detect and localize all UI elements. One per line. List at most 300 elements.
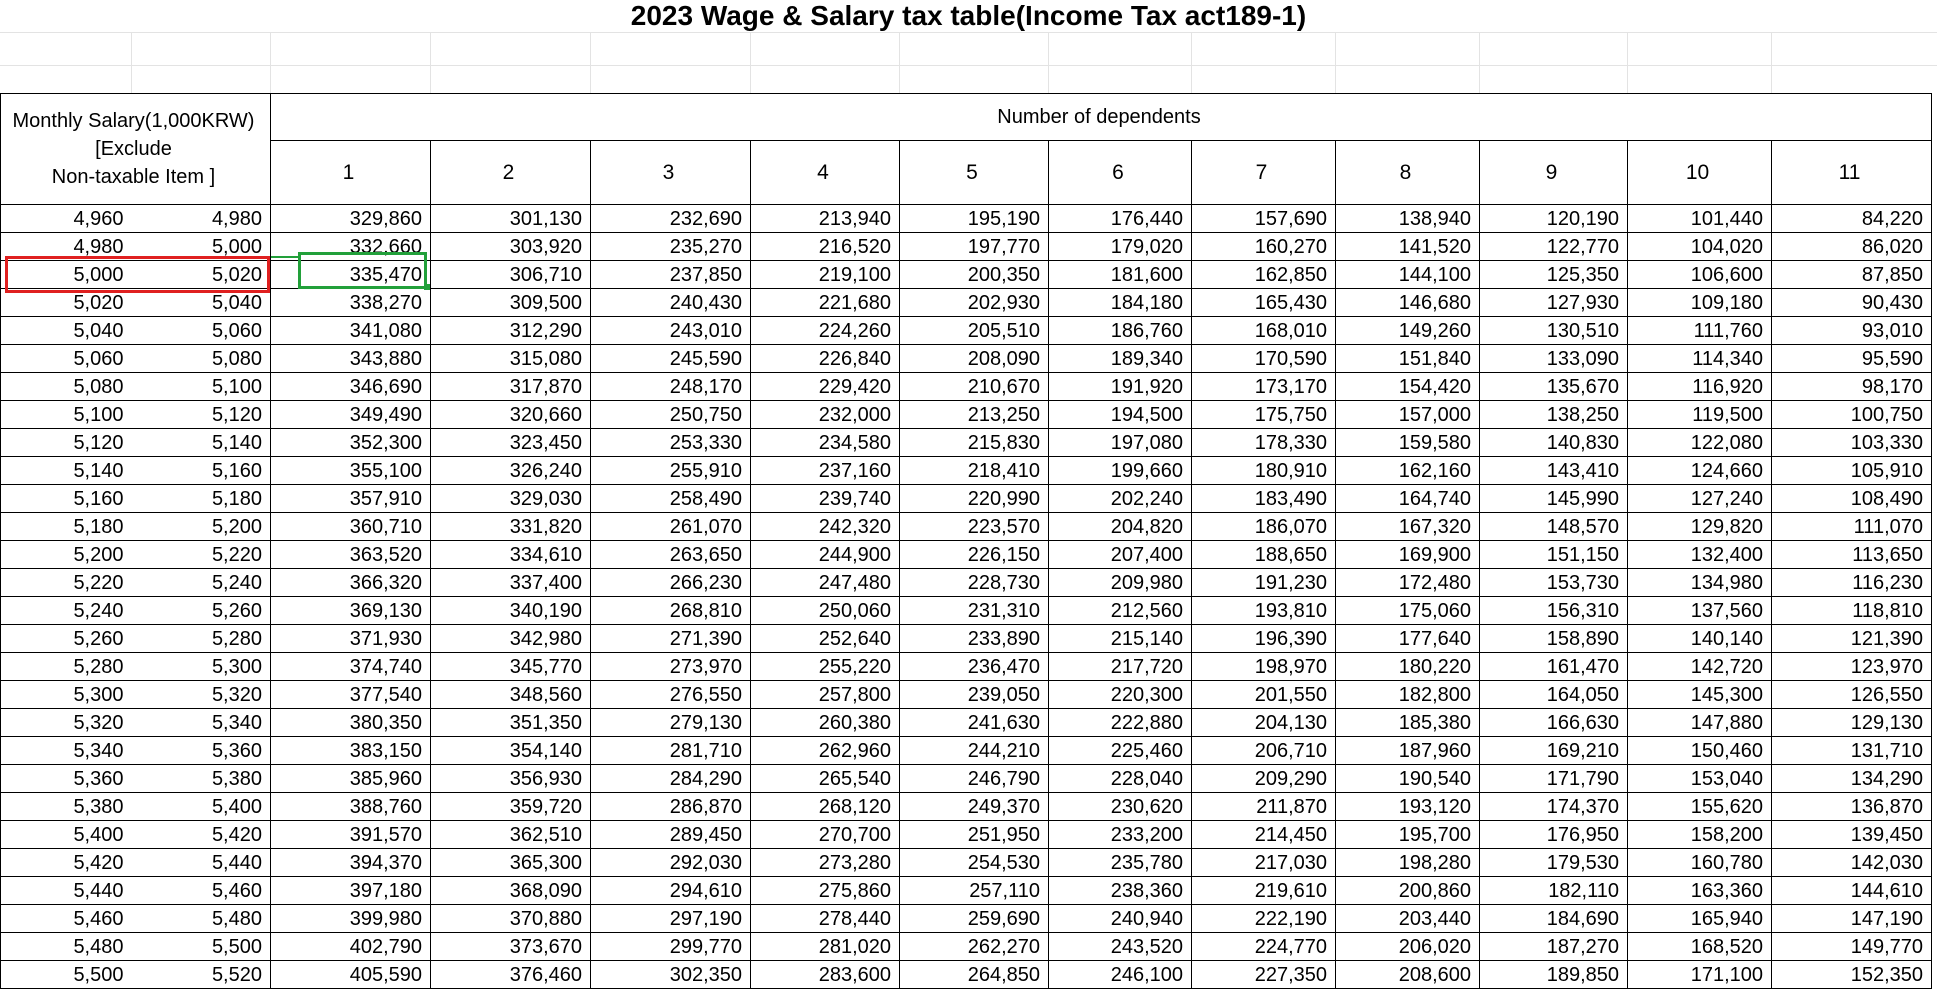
tax-cell[interactable]: 380,350	[271, 709, 431, 737]
tax-cell[interactable]: 218,410	[900, 457, 1049, 485]
tax-cell[interactable]: 208,600	[1336, 961, 1480, 989]
dependents-header-11[interactable]: 11	[1772, 141, 1932, 205]
tax-cell[interactable]: 127,240	[1628, 485, 1772, 513]
tax-cell[interactable]: 199,660	[1049, 457, 1192, 485]
tax-cell[interactable]: 87,850	[1772, 261, 1932, 289]
tax-cell[interactable]: 301,130	[431, 205, 591, 233]
tax-cell[interactable]: 228,730	[900, 569, 1049, 597]
tax-cell[interactable]: 253,330	[591, 429, 751, 457]
tax-cell[interactable]: 184,690	[1480, 905, 1628, 933]
tax-cell[interactable]: 225,460	[1049, 737, 1192, 765]
salary-to-cell[interactable]: 5,320	[132, 681, 271, 709]
tax-cell[interactable]: 109,180	[1628, 289, 1772, 317]
tax-cell[interactable]: 227,350	[1192, 961, 1336, 989]
tax-cell[interactable]: 242,320	[751, 513, 900, 541]
tax-cell[interactable]: 371,930	[271, 625, 431, 653]
tax-cell[interactable]: 210,670	[900, 373, 1049, 401]
tax-cell[interactable]: 249,370	[900, 793, 1049, 821]
tax-cell[interactable]: 278,440	[751, 905, 900, 933]
tax-cell[interactable]: 201,550	[1192, 681, 1336, 709]
tax-cell[interactable]: 122,080	[1628, 429, 1772, 457]
tax-cell[interactable]: 148,570	[1480, 513, 1628, 541]
tax-cell[interactable]: 306,710	[431, 261, 591, 289]
tax-cell[interactable]: 84,220	[1772, 205, 1932, 233]
tax-cell[interactable]: 356,930	[431, 765, 591, 793]
tax-cell[interactable]: 125,350	[1480, 261, 1628, 289]
tax-cell[interactable]: 175,060	[1336, 597, 1480, 625]
salary-to-cell[interactable]: 5,200	[132, 513, 271, 541]
salary-from-cell[interactable]: 5,120	[1, 429, 132, 457]
tax-cell[interactable]: 139,450	[1772, 821, 1932, 849]
tax-cell[interactable]: 223,570	[900, 513, 1049, 541]
salary-from-cell[interactable]: 5,200	[1, 541, 132, 569]
salary-from-cell[interactable]: 5,220	[1, 569, 132, 597]
salary-from-cell[interactable]: 5,040	[1, 317, 132, 345]
tax-cell[interactable]: 100,750	[1772, 401, 1932, 429]
tax-cell[interactable]: 351,350	[431, 709, 591, 737]
salary-from-cell[interactable]: 5,000	[1, 261, 132, 289]
tax-cell[interactable]: 176,950	[1480, 821, 1628, 849]
tax-cell[interactable]: 177,640	[1336, 625, 1480, 653]
tax-cell[interactable]: 202,930	[900, 289, 1049, 317]
salary-header-cell[interactable]	[1, 94, 271, 205]
tax-cell[interactable]: 142,030	[1772, 849, 1932, 877]
tax-cell[interactable]: 124,660	[1628, 457, 1772, 485]
dependents-header-3[interactable]: 3	[591, 141, 751, 205]
tax-cell[interactable]: 188,650	[1192, 541, 1336, 569]
tax-cell[interactable]: 151,840	[1336, 345, 1480, 373]
tax-cell[interactable]: 281,020	[751, 933, 900, 961]
tax-cell[interactable]: 340,190	[431, 597, 591, 625]
tax-cell[interactable]: 160,270	[1192, 233, 1336, 261]
tax-cell[interactable]: 104,020	[1628, 233, 1772, 261]
dependents-header-6[interactable]: 6	[1049, 141, 1192, 205]
salary-to-cell[interactable]: 5,500	[132, 933, 271, 961]
tax-cell[interactable]: 157,690	[1192, 205, 1336, 233]
tax-cell[interactable]: 86,020	[1772, 233, 1932, 261]
tax-cell[interactable]: 317,870	[431, 373, 591, 401]
tax-cell[interactable]: 232,690	[591, 205, 751, 233]
tax-cell[interactable]: 399,980	[271, 905, 431, 933]
tax-cell[interactable]: 235,780	[1049, 849, 1192, 877]
salary-to-cell[interactable]: 5,380	[132, 765, 271, 793]
tax-cell[interactable]: 200,350	[900, 261, 1049, 289]
tax-cell[interactable]: 191,920	[1049, 373, 1192, 401]
tax-cell[interactable]: 268,120	[751, 793, 900, 821]
tax-cell[interactable]: 370,880	[431, 905, 591, 933]
tax-cell[interactable]: 162,850	[1192, 261, 1336, 289]
tax-cell[interactable]: 402,790	[271, 933, 431, 961]
tax-cell[interactable]: 244,900	[751, 541, 900, 569]
tax-cell[interactable]: 200,860	[1336, 877, 1480, 905]
tax-cell[interactable]: 140,140	[1628, 625, 1772, 653]
tax-cell[interactable]: 266,230	[591, 569, 751, 597]
tax-cell[interactable]: 169,210	[1480, 737, 1628, 765]
tax-cell[interactable]: 106,600	[1628, 261, 1772, 289]
tax-cell[interactable]: 329,030	[431, 485, 591, 513]
tax-cell[interactable]: 114,340	[1628, 345, 1772, 373]
tax-cell[interactable]: 263,650	[591, 541, 751, 569]
tax-cell[interactable]: 224,770	[1192, 933, 1336, 961]
tax-cell[interactable]: 202,240	[1049, 485, 1192, 513]
tax-cell[interactable]: 312,290	[431, 317, 591, 345]
tax-cell[interactable]: 120,190	[1480, 205, 1628, 233]
tax-cell[interactable]: 194,500	[1049, 401, 1192, 429]
salary-from-cell[interactable]: 5,320	[1, 709, 132, 737]
tax-cell[interactable]: 164,740	[1336, 485, 1480, 513]
salary-to-cell[interactable]: 5,480	[132, 905, 271, 933]
tax-cell[interactable]: 176,440	[1049, 205, 1192, 233]
tax-cell[interactable]: 198,970	[1192, 653, 1336, 681]
tax-cell[interactable]: 129,130	[1772, 709, 1932, 737]
tax-cell[interactable]: 143,410	[1480, 457, 1628, 485]
tax-cell[interactable]: 130,510	[1480, 317, 1628, 345]
tax-cell[interactable]: 149,770	[1772, 933, 1932, 961]
tax-cell[interactable]: 252,640	[751, 625, 900, 653]
salary-to-cell[interactable]: 5,120	[132, 401, 271, 429]
tax-cell[interactable]: 235,270	[591, 233, 751, 261]
tax-cell[interactable]: 122,770	[1480, 233, 1628, 261]
tax-cell[interactable]: 187,270	[1480, 933, 1628, 961]
tax-cell[interactable]: 334,610	[431, 541, 591, 569]
tax-cell[interactable]: 182,800	[1336, 681, 1480, 709]
tax-cell[interactable]: 203,440	[1336, 905, 1480, 933]
tax-cell[interactable]: 111,760	[1628, 317, 1772, 345]
tax-cell[interactable]: 185,380	[1336, 709, 1480, 737]
salary-to-cell[interactable]: 5,420	[132, 821, 271, 849]
tax-cell[interactable]: 111,070	[1772, 513, 1932, 541]
tax-cell[interactable]: 166,630	[1480, 709, 1628, 737]
tax-cell[interactable]: 349,490	[271, 401, 431, 429]
tax-cell[interactable]: 233,200	[1049, 821, 1192, 849]
tax-cell[interactable]: 299,770	[591, 933, 751, 961]
tax-cell[interactable]: 405,590	[271, 961, 431, 989]
tax-cell[interactable]: 149,260	[1336, 317, 1480, 345]
tax-cell[interactable]: 352,300	[271, 429, 431, 457]
tax-cell[interactable]: 215,140	[1049, 625, 1192, 653]
tax-cell[interactable]: 220,300	[1049, 681, 1192, 709]
tax-cell[interactable]: 126,550	[1772, 681, 1932, 709]
tax-cell[interactable]: 262,270	[900, 933, 1049, 961]
tax-cell[interactable]: 388,760	[271, 793, 431, 821]
tax-cell[interactable]: 240,940	[1049, 905, 1192, 933]
salary-from-cell[interactable]: 5,480	[1, 933, 132, 961]
tax-cell[interactable]: 138,940	[1336, 205, 1480, 233]
salary-from-cell[interactable]: 5,460	[1, 905, 132, 933]
tax-cell[interactable]: 153,730	[1480, 569, 1628, 597]
tax-cell[interactable]: 229,420	[751, 373, 900, 401]
tax-cell[interactable]: 142,720	[1628, 653, 1772, 681]
tax-cell[interactable]: 244,210	[900, 737, 1049, 765]
tax-cell[interactable]: 158,890	[1480, 625, 1628, 653]
tax-cell[interactable]: 217,030	[1192, 849, 1336, 877]
tax-cell[interactable]: 134,290	[1772, 765, 1932, 793]
tax-cell[interactable]: 211,870	[1192, 793, 1336, 821]
salary-from-cell[interactable]: 5,140	[1, 457, 132, 485]
tax-cell[interactable]: 360,710	[271, 513, 431, 541]
tax-cell[interactable]: 90,430	[1772, 289, 1932, 317]
tax-cell[interactable]: 179,020	[1049, 233, 1192, 261]
tax-cell[interactable]: 186,760	[1049, 317, 1192, 345]
tax-cell[interactable]: 326,240	[431, 457, 591, 485]
tax-cell[interactable]: 217,720	[1049, 653, 1192, 681]
tax-cell[interactable]: 338,270	[271, 289, 431, 317]
tax-cell[interactable]: 113,650	[1772, 541, 1932, 569]
dependents-header-4[interactable]: 4	[751, 141, 900, 205]
tax-cell[interactable]: 154,420	[1336, 373, 1480, 401]
tax-cell[interactable]: 357,910	[271, 485, 431, 513]
salary-to-cell[interactable]: 4,980	[132, 205, 271, 233]
tax-cell[interactable]: 394,370	[271, 849, 431, 877]
tax-cell[interactable]: 186,070	[1192, 513, 1336, 541]
tax-cell[interactable]: 255,220	[751, 653, 900, 681]
tax-cell[interactable]: 246,100	[1049, 961, 1192, 989]
dependents-header-9[interactable]: 9	[1480, 141, 1628, 205]
salary-to-cell[interactable]: 5,460	[132, 877, 271, 905]
tax-cell[interactable]: 273,280	[751, 849, 900, 877]
tax-cell[interactable]: 137,560	[1628, 597, 1772, 625]
tax-cell[interactable]: 363,520	[271, 541, 431, 569]
tax-cell[interactable]: 138,250	[1480, 401, 1628, 429]
tax-cell[interactable]: 187,960	[1336, 737, 1480, 765]
tax-cell[interactable]: 207,400	[1049, 541, 1192, 569]
tax-cell[interactable]: 323,450	[431, 429, 591, 457]
tax-cell[interactable]: 146,680	[1336, 289, 1480, 317]
dependents-header-2[interactable]: 2	[431, 141, 591, 205]
tax-cell[interactable]: 341,080	[271, 317, 431, 345]
salary-to-cell[interactable]: 5,000	[132, 233, 271, 261]
salary-from-cell[interactable]: 5,260	[1, 625, 132, 653]
tax-cell[interactable]: 236,470	[900, 653, 1049, 681]
tax-cell[interactable]: 101,440	[1628, 205, 1772, 233]
tax-cell[interactable]: 198,280	[1336, 849, 1480, 877]
tax-cell[interactable]: 164,050	[1480, 681, 1628, 709]
tax-cell[interactable]: 165,940	[1628, 905, 1772, 933]
salary-to-cell[interactable]: 5,080	[132, 345, 271, 373]
tax-cell[interactable]: 297,190	[591, 905, 751, 933]
salary-from-cell[interactable]: 5,440	[1, 877, 132, 905]
salary-from-cell[interactable]: 4,960	[1, 205, 132, 233]
salary-to-cell[interactable]: 5,520	[132, 961, 271, 989]
tax-cell[interactable]: 131,710	[1772, 737, 1932, 765]
salary-from-cell[interactable]: 5,340	[1, 737, 132, 765]
tax-cell[interactable]: 175,750	[1192, 401, 1336, 429]
tax-cell[interactable]: 222,880	[1049, 709, 1192, 737]
tax-cell[interactable]: 238,360	[1049, 877, 1192, 905]
tax-cell[interactable]: 231,310	[900, 597, 1049, 625]
tax-cell[interactable]: 209,980	[1049, 569, 1192, 597]
dependents-header-8[interactable]: 8	[1336, 141, 1480, 205]
tax-cell[interactable]: 213,940	[751, 205, 900, 233]
tax-cell[interactable]: 255,910	[591, 457, 751, 485]
salary-to-cell[interactable]: 5,160	[132, 457, 271, 485]
tax-cell[interactable]: 331,820	[431, 513, 591, 541]
salary-from-cell[interactable]: 5,180	[1, 513, 132, 541]
tax-cell[interactable]: 346,690	[271, 373, 431, 401]
tax-cell[interactable]: 294,610	[591, 877, 751, 905]
tax-cell[interactable]: 219,100	[751, 261, 900, 289]
tax-cell[interactable]: 342,980	[431, 625, 591, 653]
tax-cell[interactable]: 257,110	[900, 877, 1049, 905]
tax-cell[interactable]: 243,520	[1049, 933, 1192, 961]
tax-cell[interactable]: 377,540	[271, 681, 431, 709]
salary-from-cell[interactable]: 5,360	[1, 765, 132, 793]
tax-cell[interactable]: 136,870	[1772, 793, 1932, 821]
tax-cell[interactable]: 254,530	[900, 849, 1049, 877]
salary-to-cell[interactable]: 5,360	[132, 737, 271, 765]
tax-cell[interactable]: 103,330	[1772, 429, 1932, 457]
tax-cell[interactable]: 289,450	[591, 821, 751, 849]
tax-cell[interactable]: 127,930	[1480, 289, 1628, 317]
tax-cell[interactable]: 264,850	[900, 961, 1049, 989]
tax-cell[interactable]: 257,800	[751, 681, 900, 709]
tax-cell[interactable]: 368,090	[431, 877, 591, 905]
tax-cell[interactable]: 226,150	[900, 541, 1049, 569]
tax-cell[interactable]: 329,860	[271, 205, 431, 233]
tax-cell[interactable]: 355,100	[271, 457, 431, 485]
tax-cell[interactable]: 121,390	[1772, 625, 1932, 653]
tax-cell[interactable]: 145,300	[1628, 681, 1772, 709]
tax-cell[interactable]: 173,170	[1192, 373, 1336, 401]
tax-cell[interactable]: 292,030	[591, 849, 751, 877]
tax-cell[interactable]: 180,910	[1192, 457, 1336, 485]
salary-to-cell[interactable]: 5,280	[132, 625, 271, 653]
tax-cell[interactable]: 189,850	[1480, 961, 1628, 989]
tax-cell[interactable]: 135,670	[1480, 373, 1628, 401]
tax-cell[interactable]: 369,130	[271, 597, 431, 625]
salary-to-cell[interactable]: 5,440	[132, 849, 271, 877]
tax-cell[interactable]: 224,260	[751, 317, 900, 345]
tax-cell[interactable]: 241,630	[900, 709, 1049, 737]
tax-cell[interactable]: 220,990	[900, 485, 1049, 513]
dependents-header-5[interactable]: 5	[900, 141, 1049, 205]
tax-cell[interactable]: 152,350	[1772, 961, 1932, 989]
tax-cell[interactable]: 228,040	[1049, 765, 1192, 793]
dependents-header-1[interactable]: 1	[271, 141, 431, 205]
salary-to-cell[interactable]: 5,140	[132, 429, 271, 457]
tax-cell[interactable]: 345,770	[431, 653, 591, 681]
tax-cell[interactable]: 279,130	[591, 709, 751, 737]
tax-cell[interactable]: 165,430	[1192, 289, 1336, 317]
tax-cell[interactable]: 286,870	[591, 793, 751, 821]
tax-cell[interactable]: 374,740	[271, 653, 431, 681]
tax-cell[interactable]: 197,770	[900, 233, 1049, 261]
tax-cell[interactable]: 240,430	[591, 289, 751, 317]
tax-cell[interactable]: 373,670	[431, 933, 591, 961]
tax-cell[interactable]: 343,880	[271, 345, 431, 373]
tax-cell[interactable]: 213,250	[900, 401, 1049, 429]
tax-cell[interactable]: 206,020	[1336, 933, 1480, 961]
salary-to-cell[interactable]: 5,300	[132, 653, 271, 681]
tax-cell[interactable]: 281,710	[591, 737, 751, 765]
tax-cell[interactable]: 155,620	[1628, 793, 1772, 821]
tax-cell[interactable]: 268,810	[591, 597, 751, 625]
tax-cell[interactable]: 98,170	[1772, 373, 1932, 401]
tax-cell[interactable]: 248,170	[591, 373, 751, 401]
salary-from-cell[interactable]: 5,080	[1, 373, 132, 401]
salary-from-cell[interactable]: 5,020	[1, 289, 132, 317]
tax-cell[interactable]: 237,160	[751, 457, 900, 485]
tax-cell[interactable]: 251,950	[900, 821, 1049, 849]
tax-cell[interactable]: 273,970	[591, 653, 751, 681]
tax-cell[interactable]: 181,600	[1049, 261, 1192, 289]
tax-cell[interactable]: 222,190	[1192, 905, 1336, 933]
tax-cell[interactable]: 212,560	[1049, 597, 1192, 625]
tax-cell[interactable]: 265,540	[751, 765, 900, 793]
tax-cell[interactable]: 141,520	[1336, 233, 1480, 261]
tax-cell[interactable]: 183,490	[1192, 485, 1336, 513]
tax-cell[interactable]: 320,660	[431, 401, 591, 429]
tax-cell[interactable]: 144,610	[1772, 877, 1932, 905]
tax-cell[interactable]: 354,140	[431, 737, 591, 765]
tax-cell[interactable]: 261,070	[591, 513, 751, 541]
salary-from-cell[interactable]: 5,280	[1, 653, 132, 681]
tax-cell[interactable]: 335,470	[271, 261, 431, 289]
salary-from-cell[interactable]: 5,380	[1, 793, 132, 821]
tax-cell[interactable]: 158,200	[1628, 821, 1772, 849]
tax-cell[interactable]: 204,820	[1049, 513, 1192, 541]
tax-cell[interactable]: 348,560	[431, 681, 591, 709]
tax-cell[interactable]: 179,530	[1480, 849, 1628, 877]
salary-to-cell[interactable]: 5,260	[132, 597, 271, 625]
tax-cell[interactable]: 178,330	[1192, 429, 1336, 457]
salary-from-cell[interactable]: 5,160	[1, 485, 132, 513]
salary-to-cell[interactable]: 5,020	[132, 261, 271, 289]
salary-to-cell[interactable]: 5,340	[132, 709, 271, 737]
salary-from-cell[interactable]: 4,980	[1, 233, 132, 261]
tax-cell[interactable]: 132,400	[1628, 541, 1772, 569]
tax-cell[interactable]: 172,480	[1336, 569, 1480, 597]
tax-cell[interactable]: 237,850	[591, 261, 751, 289]
tax-cell[interactable]: 195,700	[1336, 821, 1480, 849]
tax-cell[interactable]: 144,100	[1336, 261, 1480, 289]
tax-cell[interactable]: 258,490	[591, 485, 751, 513]
tax-cell[interactable]: 163,360	[1628, 877, 1772, 905]
tax-cell[interactable]: 145,990	[1480, 485, 1628, 513]
tax-cell[interactable]: 391,570	[271, 821, 431, 849]
tax-cell[interactable]: 170,590	[1192, 345, 1336, 373]
tax-cell[interactable]: 93,010	[1772, 317, 1932, 345]
salary-to-cell[interactable]: 5,100	[132, 373, 271, 401]
tax-cell[interactable]: 215,830	[900, 429, 1049, 457]
tax-cell[interactable]: 216,520	[751, 233, 900, 261]
tax-cell[interactable]: 206,710	[1192, 737, 1336, 765]
tax-cell[interactable]: 190,540	[1336, 765, 1480, 793]
tax-cell[interactable]: 362,510	[431, 821, 591, 849]
tax-cell[interactable]: 250,060	[751, 597, 900, 625]
tax-cell[interactable]: 159,580	[1336, 429, 1480, 457]
tax-cell[interactable]: 197,080	[1049, 429, 1192, 457]
tax-cell[interactable]: 196,390	[1192, 625, 1336, 653]
tax-cell[interactable]: 366,320	[271, 569, 431, 597]
tax-cell[interactable]: 262,960	[751, 737, 900, 765]
tax-cell[interactable]: 302,350	[591, 961, 751, 989]
tax-cell[interactable]: 156,310	[1480, 597, 1628, 625]
tax-cell[interactable]: 171,100	[1628, 961, 1772, 989]
tax-cell[interactable]: 208,090	[900, 345, 1049, 373]
tax-cell[interactable]: 140,830	[1480, 429, 1628, 457]
tax-cell[interactable]: 234,580	[751, 429, 900, 457]
tax-cell[interactable]: 95,590	[1772, 345, 1932, 373]
tax-cell[interactable]: 376,460	[431, 961, 591, 989]
tax-cell[interactable]: 359,720	[431, 793, 591, 821]
tax-cell[interactable]: 397,180	[271, 877, 431, 905]
tax-cell[interactable]: 160,780	[1628, 849, 1772, 877]
tax-cell[interactable]: 230,620	[1049, 793, 1192, 821]
tax-cell[interactable]: 189,340	[1049, 345, 1192, 373]
tax-cell[interactable]: 245,590	[591, 345, 751, 373]
tax-cell[interactable]: 134,980	[1628, 569, 1772, 597]
